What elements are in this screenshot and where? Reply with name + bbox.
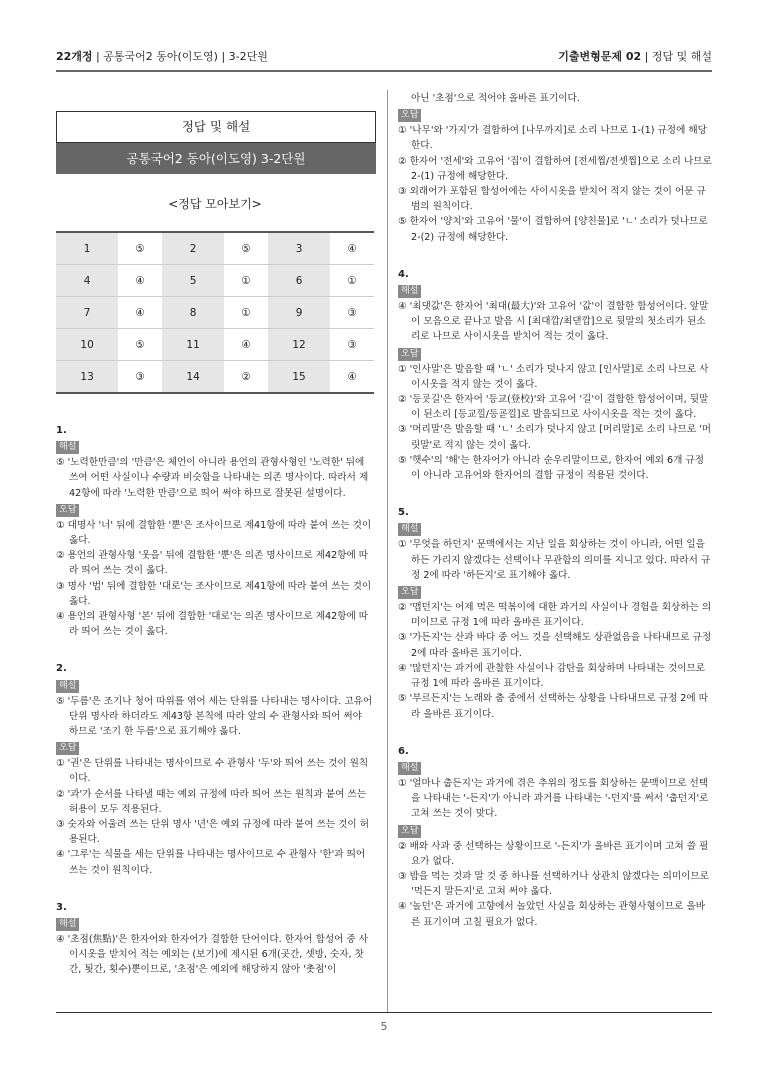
explanation-item: ① '권'은 단위를 나타내는 명사이므로 수 관형사 '두'와 띄어 쓰는 것이 원칙이다. xyxy=(56,758,369,785)
right-column xyxy=(398,91,713,930)
header-right xyxy=(558,48,712,64)
explanation-label: 해설 xyxy=(398,285,421,298)
question-number: 10 xyxy=(56,329,118,361)
answer-choice: ② xyxy=(224,361,268,394)
wrong-answer-label: 오답 xyxy=(398,825,421,838)
answer-choice: ④ xyxy=(118,265,162,297)
question-number: 15 xyxy=(268,361,330,394)
wrong-answer-label: 오답 xyxy=(56,742,79,755)
explanation-label: 해설 xyxy=(56,441,79,454)
question-number: 4 xyxy=(56,265,118,297)
explanation-item: ① '인사말'은 발음할 때 'ㄴ' 소리가 덧나지 않고 [인사말]로 소리 나므로 사이시옷을 적지 않는 것이 옳다. xyxy=(398,363,709,390)
page-number: 5 xyxy=(380,1020,388,1033)
explanation-item: ④ '놀던'은 과거에 고향에서 놀았던 사실을 회상하는 관형사형이므로 올바른 표기이며 고칠 필요가 없다. xyxy=(398,901,706,928)
question-number-heading: 6. xyxy=(398,745,409,757)
explanation-item: ③ 숫자와 어울려 쓰는 단위 명사 '년'은 예외 규정에 따라 붙여 쓰는 것이 허용된다. xyxy=(56,819,370,846)
question-number: 3 xyxy=(268,232,330,265)
answer-subtitle: 공통국어2 동아(이도영) 3-2단원 xyxy=(56,143,376,174)
explanation-item: ⑤ '노력한만큼'의 '만큼'은 체언이 아니라 용언의 관형사형인 '노력한' 뒤에 쓰여 어떤 사실이나 수량과 비슷함을 나타내는 의존 명사이다. 따라서 제42항에 따라 '노력한 만큼'으로 띄어 써야 하므로 잘못된 설명이다. xyxy=(56,457,369,499)
explanation-item: ④ '초점(焦點)'은 한자어와 한자어가 결합한 단어이다. 한자어 합성어 중 사이시옷을 받치어 적는 예외는 (보기)에 제시된 6개(곳간, 셋방, 숫자, 찻간, 툇간, 횟수)뿐이므로, '초점'은 예외에 해당하지 않아 '촛점'이 xyxy=(56,934,369,976)
explanation-item: ③ '가든지'는 산과 바다 중 어느 것을 선택해도 상관없음을 나타내므로 규정 2에 따라 올바른 표기이다. xyxy=(398,632,712,659)
wrong-answer-label: 오답 xyxy=(398,109,421,122)
wrong-answer-label: 오답 xyxy=(398,586,421,599)
explanation-item: ② '등굣길'은 한자어 '등교(登校)'와 고유어 '길'이 결합한 합성어이며, 뒷말이 된소리 [등교낄/등굗낄]로 발음되므로 사이시옷을 적는 것이 옳다. xyxy=(398,394,709,421)
question-number: 14 xyxy=(162,361,224,394)
explanation-item: ⑤ '햇수'의 '해'는 한자어가 아니라 순우리말이므로, 한자어 예외 6개 규정이 아니라 고유어와 한자어의 결합 규정이 적용된 것이다. xyxy=(398,454,704,482)
answer-choice: ⑤ xyxy=(118,232,162,265)
wrong-answer-label: 오답 xyxy=(398,348,421,361)
question-number: 13 xyxy=(56,361,118,394)
answer-choice: ① xyxy=(330,265,374,297)
question-number: 11 xyxy=(162,329,224,361)
explanation-item: ⑤ '두름'은 조기나 청어 따위를 엮어 세는 단위를 나타내는 명사이다. 고유어 단위 명사라 하더라도 제43항 본칙에 따라 앞의 수 관형사와 띄어 써야 하므로 '조기 한 두름'으로 표기해야 옳다. xyxy=(56,695,373,738)
explanation-item: ② '맵던지'는 어제 먹은 떡볶이에 대한 과거의 사실이나 경험을 회상하는 의미이므로 규정 1에 따라 올바른 표기이다. xyxy=(398,602,712,629)
question-number: 8 xyxy=(162,297,224,329)
section-gap xyxy=(56,639,374,653)
explanation-item: ④ '많던지'는 과거에 관찰한 사실이나 감탄을 회상하며 나타내는 것이므로 규정 1에 따라 올바른 표기이다. xyxy=(398,662,706,690)
explanation-continuation: 아닌 '초점'으로 적어야 올바른 표기이다. xyxy=(411,93,580,104)
answer-row xyxy=(56,297,374,329)
question-number: 9 xyxy=(268,297,330,329)
answer-choice: ⑤ xyxy=(224,232,268,265)
question-number: 5 xyxy=(162,265,224,297)
question-number: 12 xyxy=(268,329,330,361)
answer-choice: ③ xyxy=(330,329,374,361)
explanation-item: ⑤ '부르든지'는 노래와 춤 중에서 선택하는 상황을 나타내므로 규정 2에 따라 올바른 표기이다. xyxy=(398,693,708,720)
question-number: 1 xyxy=(56,232,118,265)
explanation-label: 해설 xyxy=(398,762,421,775)
header-grade: 22개정 xyxy=(56,50,93,63)
explanation-label: 해설 xyxy=(56,918,79,931)
question-number-heading: 2. xyxy=(56,663,67,675)
explanation-item: ④ '최댓값'은 한자어 '최대(最大)'와 고유어 '값'이 결합한 합성어이다. 앞말이 모음으로 끝나고 발음 시 [최대깝/최댇깝]으로 뒷말의 첫소리가 된소리로 나므로 사이시옷을 받치어 적는 것이 옳다. xyxy=(398,301,709,343)
answer-choice: ④ xyxy=(224,329,268,361)
header-course: | 공통국어2 동아(이도영) | 3-2단원 xyxy=(92,50,268,63)
answer-row xyxy=(56,265,374,297)
header-left xyxy=(56,48,268,64)
explanation-label: 해설 xyxy=(56,680,79,693)
header-section: | 정답 및 해설 xyxy=(641,50,712,63)
question-number-heading: 1. xyxy=(56,425,67,436)
question-number: 6 xyxy=(268,265,330,297)
answer-choice: ④ xyxy=(118,297,162,329)
question-number-heading: 5. xyxy=(398,507,409,519)
answer-summary-title: <정답 모아보기> xyxy=(168,197,262,211)
header-doc-title: 기출변형문제 02 xyxy=(558,50,642,63)
footer-rule xyxy=(56,1012,712,1013)
explanation-item: ③ 밥을 먹는 것과 말 것 중 하나를 선택하거나 상관치 않겠다는 의미이므로 '먹든지 말든지'로 고쳐 써야 옳다. xyxy=(398,870,709,898)
question-number: 2 xyxy=(162,232,224,265)
page-header xyxy=(56,48,712,70)
explanation-item: ① '무엇을 하던지' 문맥에서는 지난 일을 회상하는 것이 아니라, 어떤 일을 하든 가리지 않겠다는 선택이나 무관함의 의미를 지니고 있다. 따라서 규정 2에 따라 '하든지'로 표기해야 옳다. xyxy=(398,539,711,581)
explanation-item: ① 대명사 '너' 뒤에 결합한 '뿐'은 조사이므로 제41항에 따라 붙여 쓰는 것이 옳다. xyxy=(56,519,372,547)
explanation-item: ③ 명사 '법' 뒤에 결합한 '대로'는 조사이므로 제41항에 따라 붙여 쓰는 것이 옳다. xyxy=(56,580,372,607)
left-column xyxy=(56,415,374,978)
answer-row xyxy=(56,232,374,265)
answer-choice: ① xyxy=(224,297,268,329)
answer-choice: ④ xyxy=(330,361,374,394)
explanation-item: ⑤ 한자어 '양치'와 고유어 '물'이 결합하여 [양친물]로 'ㄴ' 소리가 덧나므로 2-(2) 규정에 해당한다. xyxy=(398,216,708,243)
answer-row xyxy=(56,361,374,394)
explanation-item: ② 한자어 '전세'와 고유어 '집'이 결합하여 [전세찝/전셋찝]으로 소리 나므로 2-(1) 규정에 해당한다. xyxy=(398,155,712,182)
answer-title: 정답 및 해설 xyxy=(56,111,376,143)
wrong-answer-label: 오답 xyxy=(56,504,79,517)
answer-row xyxy=(56,329,374,361)
answer-choice: ④ xyxy=(330,232,374,265)
header-rule xyxy=(56,70,712,72)
explanation-item: ④ '그루'는 식물을 세는 단위를 나타내는 명사이므로 수 관형사 '한'과 띄어 쓰는 것이 원칙이다. xyxy=(56,849,366,876)
answer-table xyxy=(56,231,374,394)
question-number: 7 xyxy=(56,297,118,329)
column-divider xyxy=(387,90,388,1012)
explanation-item: ③ 외래어가 포함된 합성어에는 사이시옷을 받치어 적지 않는 것이 어문 규범의 원칙이다. xyxy=(398,186,706,213)
explanation-item: ② 용언의 관형사형 '웃을' 뒤에 결합한 '뿐'은 의존 명사이므로 제42항에 따라 띄어 쓰는 것이 옳다. xyxy=(56,550,369,577)
answer-choice: ⑤ xyxy=(118,329,162,361)
section-gap xyxy=(398,245,713,259)
explanation-label: 해설 xyxy=(398,523,421,536)
section-gap xyxy=(398,722,713,736)
answer-choice: ③ xyxy=(330,297,374,329)
explanation-item: ② 배와 사과 중 선택하는 상황이므로 '-든지'가 올바른 표기이며 고쳐 쓸 필요가 없다. xyxy=(398,840,709,867)
section-gap xyxy=(56,878,374,892)
explanation-item: ③ '머리말'은 발음할 때 'ㄴ' 소리가 덧나지 않고 [머리말]로 소리 나므로 '머릿말'로 적지 않는 것이 옳다. xyxy=(398,424,712,451)
question-number-heading: 4. xyxy=(398,268,409,280)
explanation-item: ④ 용언의 관형사형 '본' 뒤에 결합한 '대로'는 의존 명사이므로 제42항에 따라 띄어 쓰는 것이 옳다. xyxy=(56,611,369,638)
answer-choice: ③ xyxy=(118,361,162,394)
question-number-heading: 3. xyxy=(56,901,67,913)
explanation-item: ① '나무'와 '가지'가 결합하여 [나무까지]로 소리 나므로 1-(1) 규정에 해당한다. xyxy=(398,125,707,152)
explanation-item: ① '얼마나 춥든지'는 과거에 겪은 추위의 정도를 회상하는 문맥이므로 선택을 나타내는 '-든지'가 아니라 과거를 나타내는 '-던지'를 써서 '춥던지'로 고쳐 쓰는 것이 맞다. xyxy=(398,777,709,820)
section-gap xyxy=(398,483,713,497)
answer-choice: ① xyxy=(224,265,268,297)
explanation-item: ② '과'가 순서를 나타낼 때는 예외 규정에 따라 띄어 쓰는 원칙과 붙여 쓰는 허용이 모두 적용된다. xyxy=(56,788,366,815)
